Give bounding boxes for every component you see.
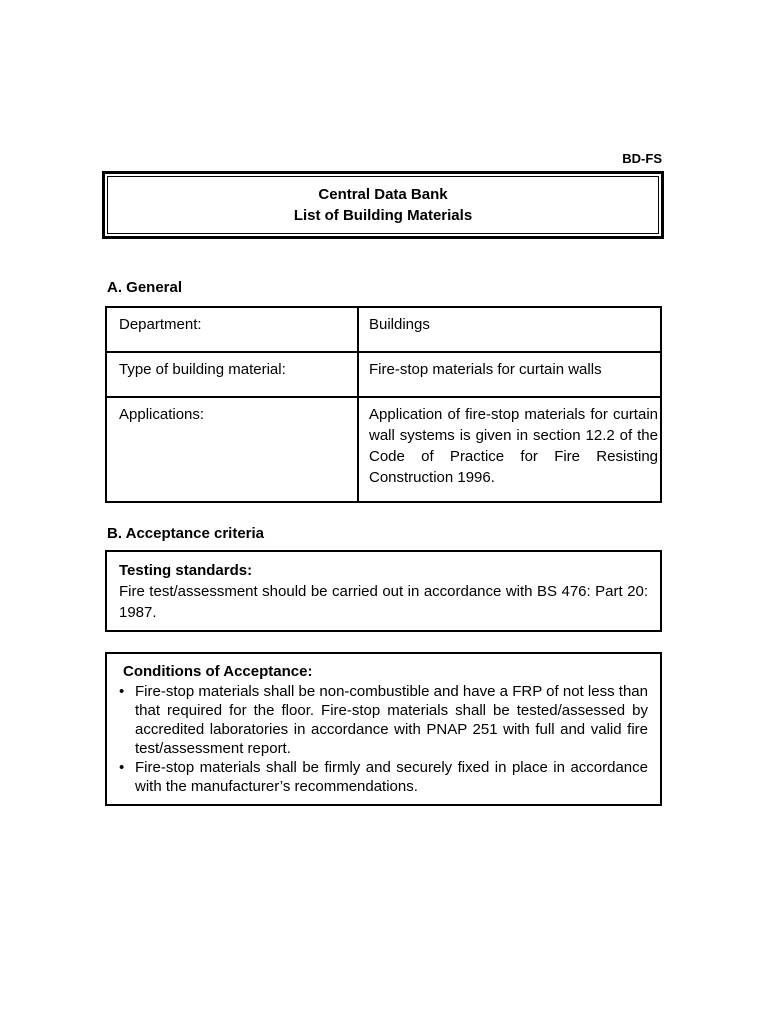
condition-text: Fire-stop materials shall be non-combustible and have a FRP of not less than that required for the floor. Fire-stop materials shall be tested/assessed by accredited laboratories in accordance with PNAP 251 with full and valid fire test/assessment report. bbox=[135, 683, 648, 757]
list-item bbox=[119, 758, 648, 796]
testing-standards-title: Testing standards: bbox=[119, 562, 253, 579]
testing-standards-text: Fire test/assessment should be carried out in accordance with BS 476: Part 20: 1987. bbox=[119, 583, 648, 621]
condition-text: Fire-stop materials shall be firmly and securely fixed in place in accordance with the manufacturer’s recommendations. bbox=[135, 759, 648, 795]
applications-value: Application of fire-stop materials for curtain wall systems is given in section 12.2 of the Code of Practice for Fire Resisting Construction 1996. bbox=[358, 397, 661, 502]
document-code: BD-FS bbox=[622, 151, 662, 166]
testing-standards-box bbox=[105, 550, 662, 632]
table-row bbox=[106, 352, 661, 397]
title-line-1: Central Data Bank bbox=[318, 186, 448, 203]
bullet-icon: • bbox=[119, 683, 125, 700]
applications-label: Applications: bbox=[106, 397, 358, 502]
section-a-heading: A. General bbox=[107, 279, 183, 296]
table-row bbox=[106, 397, 661, 502]
bullet-icon: • bbox=[119, 759, 125, 776]
conditions-list bbox=[119, 682, 648, 796]
material-type-value: Fire-stop materials for curtain walls bbox=[358, 352, 661, 397]
conditions-title: Conditions of Acceptance: bbox=[123, 663, 313, 680]
department-label: Department: bbox=[106, 307, 358, 352]
department-value: Buildings bbox=[358, 307, 661, 352]
title-box bbox=[102, 171, 664, 239]
conditions-box bbox=[105, 652, 662, 806]
title-inner bbox=[107, 176, 659, 234]
list-item bbox=[119, 682, 648, 758]
general-table bbox=[105, 306, 662, 503]
title-line-2: List of Building Materials bbox=[293, 207, 473, 224]
material-type-label: Type of building material: bbox=[106, 352, 358, 397]
table-row bbox=[106, 307, 661, 352]
section-b-heading: B. Acceptance criteria bbox=[107, 525, 265, 542]
